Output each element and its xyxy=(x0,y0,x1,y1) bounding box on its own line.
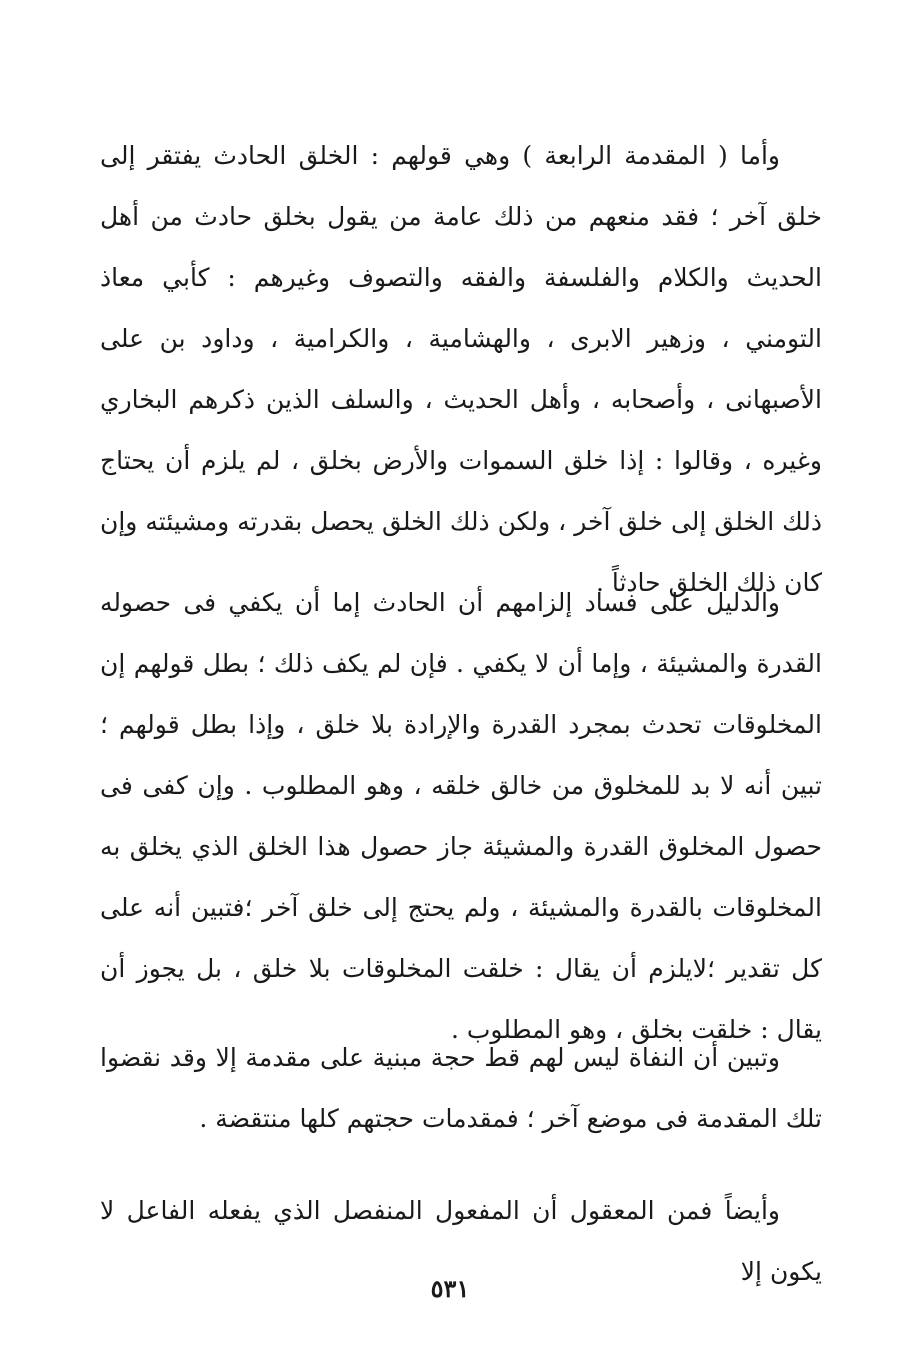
page-number: ٥٣١ xyxy=(430,1274,470,1303)
paragraph-fourth-premise: وأما ( المقدمة الرابعة ) وهي قولهم : الخلق الحادث يفتقر إلى خلق آخر ؛ فقد منعهم من ذلك عامة من يقول بخلق حادث من أهل الحديث والكلام والفلسفة والفقه والتصوف وغيرهم : كأبي معاذ التومني ، وزهير الابرى ، والهشامية ، والكرامية ، وداود بن على الأصبهانى ، وأصحابه ، وأهل الحديث ، والسلف الذين ذكرهم البخاري وغيره ، وقالوا : إذا خلق السموات والأرض بخلق ، لم يلزم أن يحتاج ذلك الخلق إلى خلق آخر ، ولكن ذلك الخلق يحصل بقدرته ومشيئته وإن كان ذلك الخلق حادثاً . xyxy=(100,141,822,597)
paragraph-deniers-premises: وتبين أن النفاة ليس لهم قط حجة مبنية على مقدمة إلا وقد نقضوا تلك المقدمة فى موضع آخر ؛ فمقدمات حجتهم كلها منتقضة . xyxy=(100,1043,822,1133)
paragraph-also: وأيضاً فمن المعقول أن المفعول المنفصل الذي يفعله الفاعل لا يكون إلا xyxy=(100,1196,822,1286)
paragraph-evidence: والدليل على فساد إلزامهم أن الحادث إما أن يكفي فى حصوله القدرة والمشيئة ، وإما أن لا يكفي . فإن لم يكف ذلك ؛ بطل قولهم إن المخلوقات تحدث بمجرد القدرة والإرادة بلا خلق ، وإذا بطل قولهم ؛ تبين أنه لا بد للمخلوق من خالق خلقه ، وهو المطلوب . وإن كفى فى حصول المخلوق القدرة والمشيئة جاز حصول هذا الخلق الذي يخلق به المخلوقات بالقدرة والمشيئة ، ولم يحتج إلى خلق آخر ؛فتبين أنه على كل تقدير ؛لايلزم أن يقال : خلقت المخلوقات بلا خلق ، بل يجوز أن يقال : خلقت بخلق ، وهو المطلوب . xyxy=(100,588,822,1044)
